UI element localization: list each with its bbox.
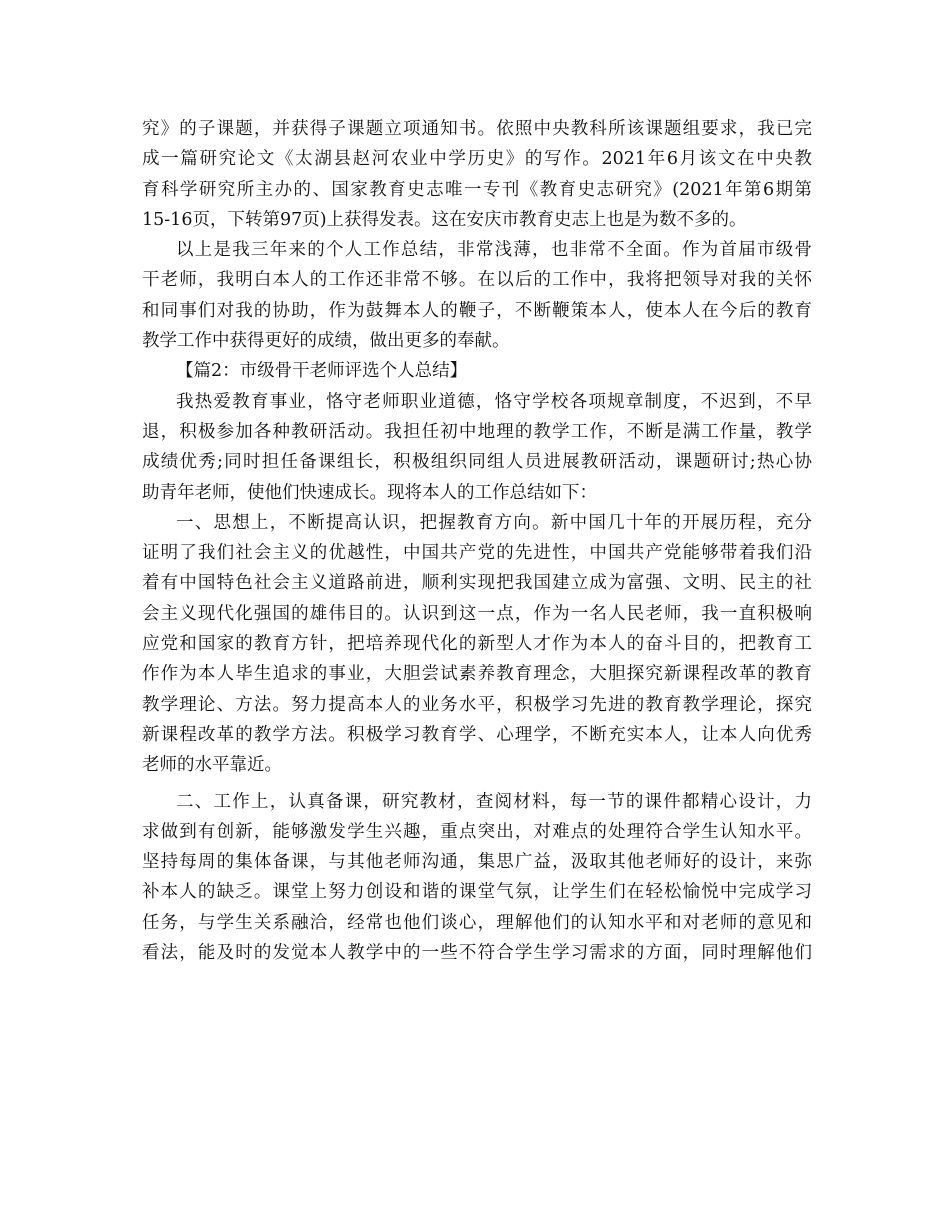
text-line: 15-16页，下转第97页)上获得发表。这在安庆市教育史志上也是为数不多的。 <box>142 209 747 230</box>
text-line: 证明了我们社会主义的优越性，中国共产党的先进性，中国共产党能够带着我们沿 <box>142 543 812 564</box>
text-line: 作作为本人毕生追求的事业，大胆尝试素养教育理念，大胆探究新课程改革的教育 <box>142 664 812 685</box>
text-line: 成绩优秀;同时担任备课组长，积极组织同组人员进展教研活动，课题研讨;热心协 <box>142 452 812 473</box>
text-line: 助青年老师，使他们快速成长。现将本人的工作总结如下： <box>142 482 597 503</box>
paragraph-first-line: 二、工作上，认真备课，研究教材，查阅材料，每一节的课件都精心设计，力 <box>176 791 812 812</box>
paragraph-first-line: 我热爱教育事业，恪守老师职业道德，恪守学校各项规章制度，不迟到，不早 <box>176 391 812 412</box>
text-line: 究》的子课题，并获得子课题立项通知书。依照中央教科所该课题组要求，我已完 <box>142 119 812 139</box>
text-line: 教学工作中获得更好的成绩，做出更多的奉献。 <box>142 331 510 352</box>
text-line: 着有中国特色社会主义道路前进，顺利实现把我国建立成为富强、文明、民主的社 <box>142 573 812 594</box>
text-line: 任务，与学生关系融洽，经常也他们谈心，理解他们的认知水平和对老师的意见和 <box>142 912 812 933</box>
text-line: 成一篇研究论文《太湖县赵河农业中学历史》的写作。2021年6月该文在中央教 <box>142 149 812 170</box>
text-line: 应党和国家的教育方针，把培养现代化的新型人才作为本人的奋斗目的，把教育工 <box>142 634 812 655</box>
text-line: 求做到有创新，能够激发学生兴趣，重点突出，对难点的处理符合学生认知水平。 <box>142 821 812 842</box>
text-line: 教学理论、方法。努力提高本人的业务水平，积极学习先进的教育教学理论，探究 <box>142 694 812 715</box>
text-line: 干老师，我明白本人的工作还非常不够。在以后的工作中，我将把领导对我的关怀 <box>142 270 812 291</box>
paragraph-first-line: 以上是我三年来的个人工作总结，非常浅薄，也非常不全面。作为首届市级骨 <box>176 240 812 261</box>
text-line: 老师的水平靠近。 <box>142 755 282 776</box>
paragraph-first-line: 一、思想上，不断提高认识，把握教育方向。新中国几十年的开展历程，充分 <box>176 512 812 533</box>
text-line: 坚持每周的集体备课，与其他老师沟通，集思广益，汲取其他老师好的设计，来弥 <box>142 852 812 873</box>
text-line: 退，积极参加各种教研活动。我担任初中地理的教学工作，不断是满工作量，教学 <box>142 421 812 442</box>
text-line: 看法，能及时的发觉本人教学中的一些不符合学生学习需求的方面，同时理解他们 <box>142 943 812 964</box>
section-heading: 【篇2：市级骨干老师评选个人总结】 <box>176 361 468 382</box>
text-line: 和同事们对我的协助，作为鼓舞本人的鞭子，不断鞭策本人，使本人在今后的教育 <box>142 300 812 321</box>
text-line: 育科学研究所主办的、国家教育史志唯一专刊《教育史志研究》(2021年第6期第 <box>142 179 812 200</box>
text-line: 新课程改革的教学方法。积极学习教育学、心理学，不断充实本人，让本人向优秀 <box>142 724 812 745</box>
document-body <box>142 114 812 968</box>
text-line: 会主义现代化强国的雄伟目的。认识到这一点，作为一名人民老师，我一直积极响 <box>142 603 812 624</box>
text-line: 补本人的缺乏。课堂上努力创设和谐的课堂气氛，让学生们在轻松愉悦中完成学习 <box>142 882 812 903</box>
